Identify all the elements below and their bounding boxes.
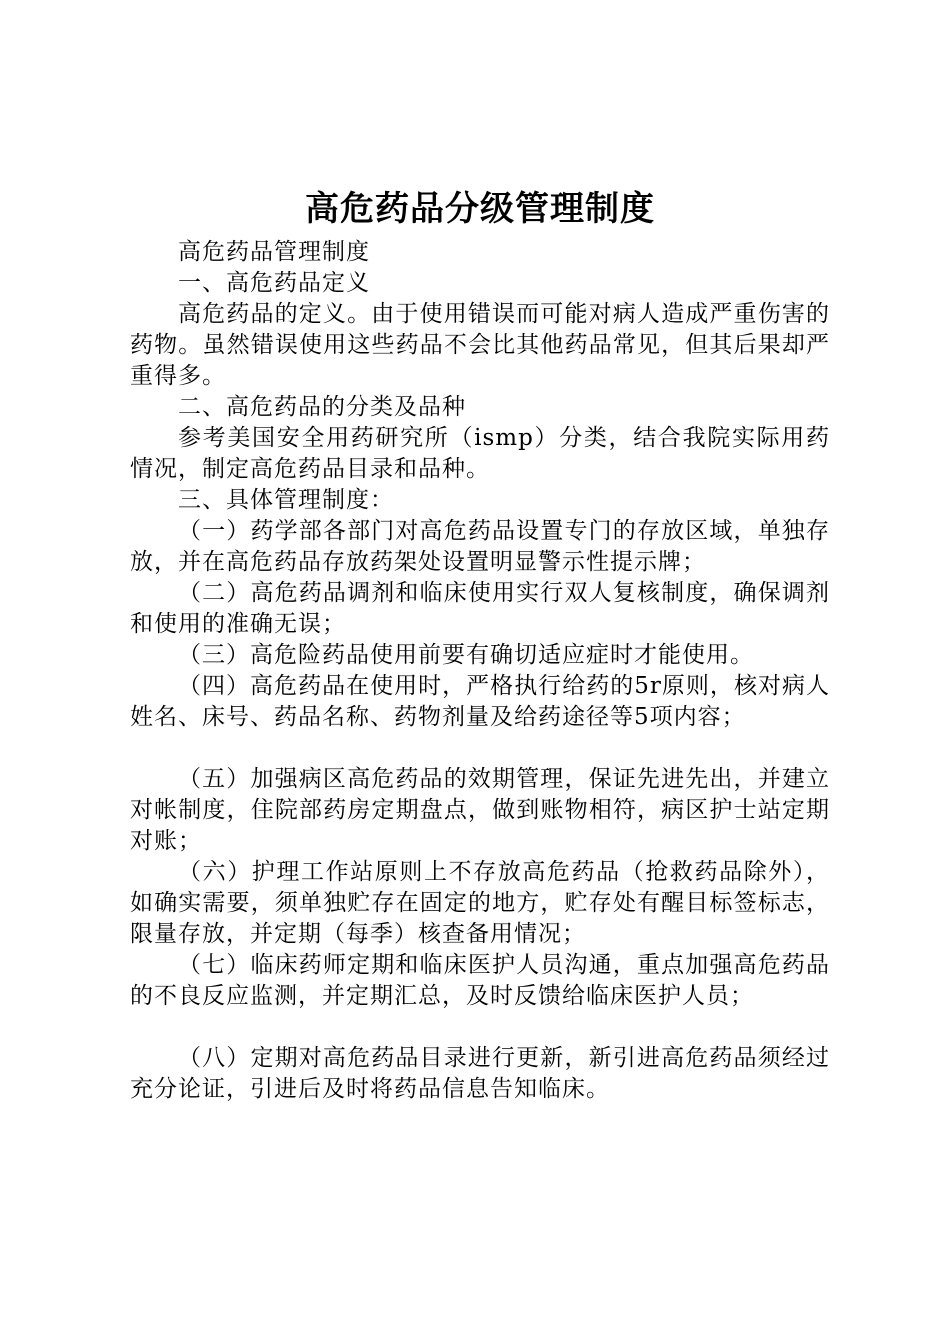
blank-line bbox=[130, 1012, 830, 1043]
section-heading-2: 二、高危药品的分类及品种 bbox=[178, 394, 466, 420]
rule-item-7: （七）临床药师定期和临床医护人员沟通，重点加强高危药品的不良反应监测，并定期汇总，及时反馈给临床医护人员； bbox=[130, 952, 830, 1009]
paragraph-definition: 高危药品的定义。由于使用错误而可能对病人造成严重伤害的药物。虽然错误使用这些药品不会比其他药品常见，但其后果却严重得多。 bbox=[130, 301, 830, 389]
rule-item-5: （五）加强病区高危药品的效期管理，保证先进先出，并建立对帐制度，住院部药房定期盘点，做到账物相符，病区护士站定期对账； bbox=[130, 766, 830, 854]
blank-line bbox=[130, 733, 830, 764]
rule-item-3: （三）高危险药品使用前要有确切适应症时才能使用。 bbox=[178, 642, 754, 668]
rule-item-1: （一）药学部各部门对高危药品设置专门的存放区域，单独存放，并在高危药品存放药架处设置明显警示性提示牌； bbox=[130, 518, 830, 575]
document-title: 高危药品分级管理制度 bbox=[305, 189, 655, 229]
paragraph-classification: 参考美国安全用药研究所（ismp）分类，结合我院实际用药情况，制定高危药品目录和品种。 bbox=[130, 425, 830, 482]
rule-item-6: （六）护理工作站原则上不存放高危药品（抢救药品除外），如确实需要，须单独贮存在固定的地方，贮存处有醒目标签标志，限量存放，并定期（每季）核查备用情况； bbox=[130, 859, 830, 947]
document-page bbox=[130, 185, 830, 1105]
rule-item-2: （二）高危药品调剂和临床使用实行双人复核制度，确保调剂和使用的准确无误； bbox=[130, 580, 830, 637]
rule-item-8: （八）定期对高危药品目录进行更新，新引进高危药品须经过充分论证，引进后及时将药品信息告知临床。 bbox=[130, 1045, 830, 1102]
section-heading-3: 三、具体管理制度： bbox=[178, 487, 394, 513]
rule-item-4: （四）高危药品在使用时，严格执行给药的5r原则，核对病人姓名、床号、药品名称、药物剂量及给药途径等5项内容； bbox=[130, 673, 830, 730]
paragraph-subtitle: 高危药品管理制度 bbox=[178, 239, 370, 265]
section-heading-1: 一、高危药品定义 bbox=[178, 270, 370, 296]
